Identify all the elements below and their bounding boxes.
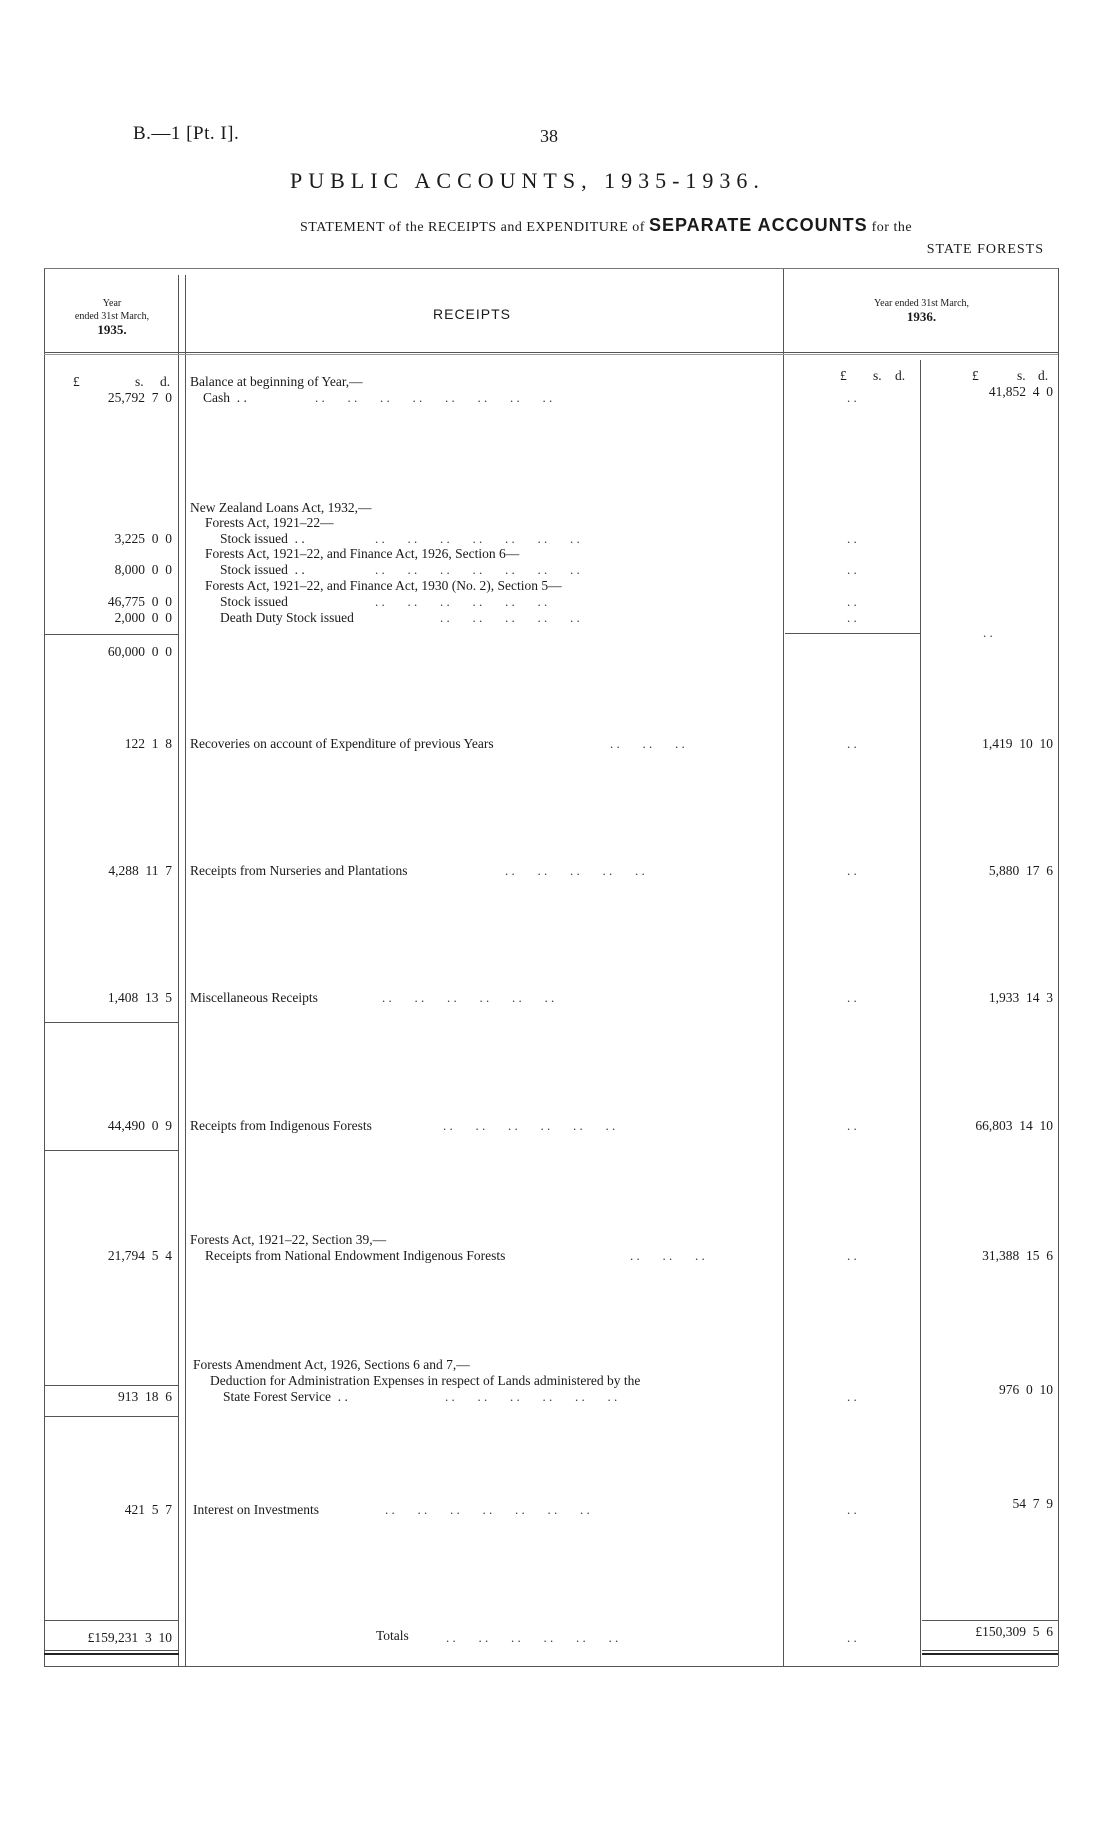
mid-dots: . . <box>847 1630 857 1645</box>
amount-1936: 41,852 4 0 <box>988 384 1053 399</box>
statement-bold: SEPARATE ACCOUNTS <box>648 215 868 235</box>
row-label: Receipts from National Endowment Indigenous Forests <box>205 1248 506 1263</box>
column-head-1935-year: 1935. <box>97 322 127 337</box>
unit-pence: d. <box>160 374 171 389</box>
amount-1935: 1,408 13 5 <box>107 990 172 1005</box>
row-label: New Zealand Loans Act, 1932,— <box>190 500 372 515</box>
column-head-1936-year: 1936. <box>906 309 937 324</box>
row-label: Receipts from Indigenous Forests <box>190 1118 372 1133</box>
column-head-1936 <box>785 297 1058 325</box>
leader-dots: . . . . . . . . . . <box>440 610 580 625</box>
leader-dots: . . . . . . . . . . . . . . <box>375 562 580 577</box>
page-title: PUBLIC ACCOUNTS, 1935-1936. <box>290 168 765 193</box>
mid-dots: . . <box>847 990 857 1005</box>
column-head-1935-line1: Year <box>102 298 122 309</box>
statement-line2: STATE FORESTS <box>926 242 1044 257</box>
leader-dots: . . . . . . . . . . . . . . <box>385 1502 590 1517</box>
row-label: Stock issued . . <box>220 562 305 577</box>
amount-1936: 1,419 10 10 <box>982 736 1053 751</box>
row-label: State Forest Service . . <box>223 1389 348 1404</box>
amount-1935: 3,225 0 0 <box>114 531 172 546</box>
amount-1935: 4,288 11 7 <box>108 863 172 878</box>
mid-dots: . . <box>847 1502 857 1517</box>
unit-shillings: s. <box>135 374 144 389</box>
unit-shillings: s. <box>1017 368 1026 383</box>
row-label: Forests Act, 1921–22, and Finance Act, 1930 (No. 2), Section 5— <box>205 578 562 593</box>
mid-dots: . . <box>847 562 857 577</box>
unit-pence: d. <box>895 368 906 383</box>
mid-dots: . . <box>847 1118 857 1133</box>
row-label: Balance at beginning of Year,— <box>190 374 363 389</box>
column-head-1935-line2: ended 31st March, <box>74 311 150 322</box>
mid-dots: . . <box>847 736 857 751</box>
amount-1935: 421 5 7 <box>124 1502 172 1517</box>
row-label: Deduction for Administration Expenses in respect of Lands administered by the <box>210 1373 641 1388</box>
amount-1935: 122 1 8 <box>124 736 172 751</box>
leader-dots: . . . . . . . . . . . . . . . . <box>315 390 553 405</box>
unit-shillings: s. <box>873 368 882 383</box>
total-1935: £159,231 3 10 <box>87 1630 172 1645</box>
amount-1935: 25,792 7 0 <box>107 390 172 405</box>
row-label: Stock issued <box>220 594 288 609</box>
row-label: Forests Act, 1921–22, and Finance Act, 1926, Section 6— <box>205 546 520 561</box>
statement-heading <box>300 215 912 236</box>
leader-dots: . . . . . . . . . . . . <box>443 1118 616 1133</box>
amount-1936: 5,880 17 6 <box>988 863 1053 878</box>
leader-dots: . . . . . . <box>630 1248 705 1263</box>
column-head-1935 <box>46 297 178 338</box>
totals-label: Totals <box>376 1628 409 1643</box>
column-head-receipts: RECEIPTS <box>433 306 512 322</box>
unit-pound: £ <box>972 368 979 383</box>
row-label: Receipts from Nurseries and Plantations <box>190 863 408 878</box>
mid-dots: . . <box>847 1248 857 1263</box>
page-number: 38 <box>540 126 558 146</box>
leader-dots: . . . . . . <box>610 736 685 751</box>
amount-1936: 54 7 9 <box>1012 1496 1053 1511</box>
row-label: Forests Act, 1921–22, Section 39,— <box>190 1232 387 1247</box>
amount-1935: 8,000 0 0 <box>114 562 172 577</box>
amount-1935-subtotal: 60,000 0 0 <box>107 644 172 659</box>
amount-1936: 31,388 15 6 <box>982 1248 1053 1263</box>
mid-dots: . . <box>847 610 857 625</box>
leader-dots: . . . . . . . . . . . . . . <box>375 531 580 546</box>
total-1936: £150,309 5 6 <box>975 1624 1053 1639</box>
amount-1935: 913 18 6 <box>118 1389 172 1404</box>
unit-pound: £ <box>840 368 847 383</box>
row-label: Recoveries on account of Expenditure of previous Years <box>190 736 494 751</box>
mid-dots: . . <box>847 390 857 405</box>
mid-dots: . . <box>847 531 857 546</box>
column-head-1936-line1: Year ended 31st March, <box>873 298 970 309</box>
amount-1936: 976 0 10 <box>999 1382 1053 1397</box>
amount-1936: 1,933 14 3 <box>988 990 1053 1005</box>
statement-prefix: STATEMENT of the RECEIPTS and EXPENDITURE of <box>300 220 645 235</box>
leader-dots: . . . . . . . . . . <box>505 863 645 878</box>
row-label: Interest on Investments <box>193 1502 319 1517</box>
row-label: Death Duty Stock issued <box>220 610 354 625</box>
mid-dots: . . <box>847 1389 857 1404</box>
row-label: Cash . . <box>203 390 247 405</box>
leader-dots: . . . . . . . . . . . . <box>446 1630 619 1645</box>
amount-1935: 46,775 0 0 <box>107 594 172 609</box>
statement-suffix: for the <box>871 220 913 235</box>
unit-pence: d. <box>1038 368 1049 383</box>
amount-1935: 44,490 0 9 <box>107 1118 172 1133</box>
mid-dots: . . <box>847 594 857 609</box>
document-reference: B.—1 [Pt. I]. <box>133 123 240 144</box>
row-label: Forests Amendment Act, 1926, Sections 6 and 7,— <box>193 1357 470 1372</box>
unit-pound: £ <box>73 374 80 389</box>
amount-1935: 2,000 0 0 <box>114 610 172 625</box>
mid-dots: . . <box>847 863 857 878</box>
amount-1936-blank: . . <box>983 625 993 640</box>
amount-1935: 21,794 5 4 <box>107 1248 172 1263</box>
leader-dots: . . . . . . . . . . . . <box>445 1389 618 1404</box>
leader-dots: . . . . . . . . . . . . <box>375 594 548 609</box>
amount-1936: 66,803 14 10 <box>975 1118 1053 1133</box>
row-label: Miscellaneous Receipts <box>190 990 318 1005</box>
leader-dots: . . . . . . . . . . . . <box>382 990 555 1005</box>
row-label: Forests Act, 1921–22— <box>205 515 334 530</box>
row-label: Stock issued . . <box>220 531 305 546</box>
